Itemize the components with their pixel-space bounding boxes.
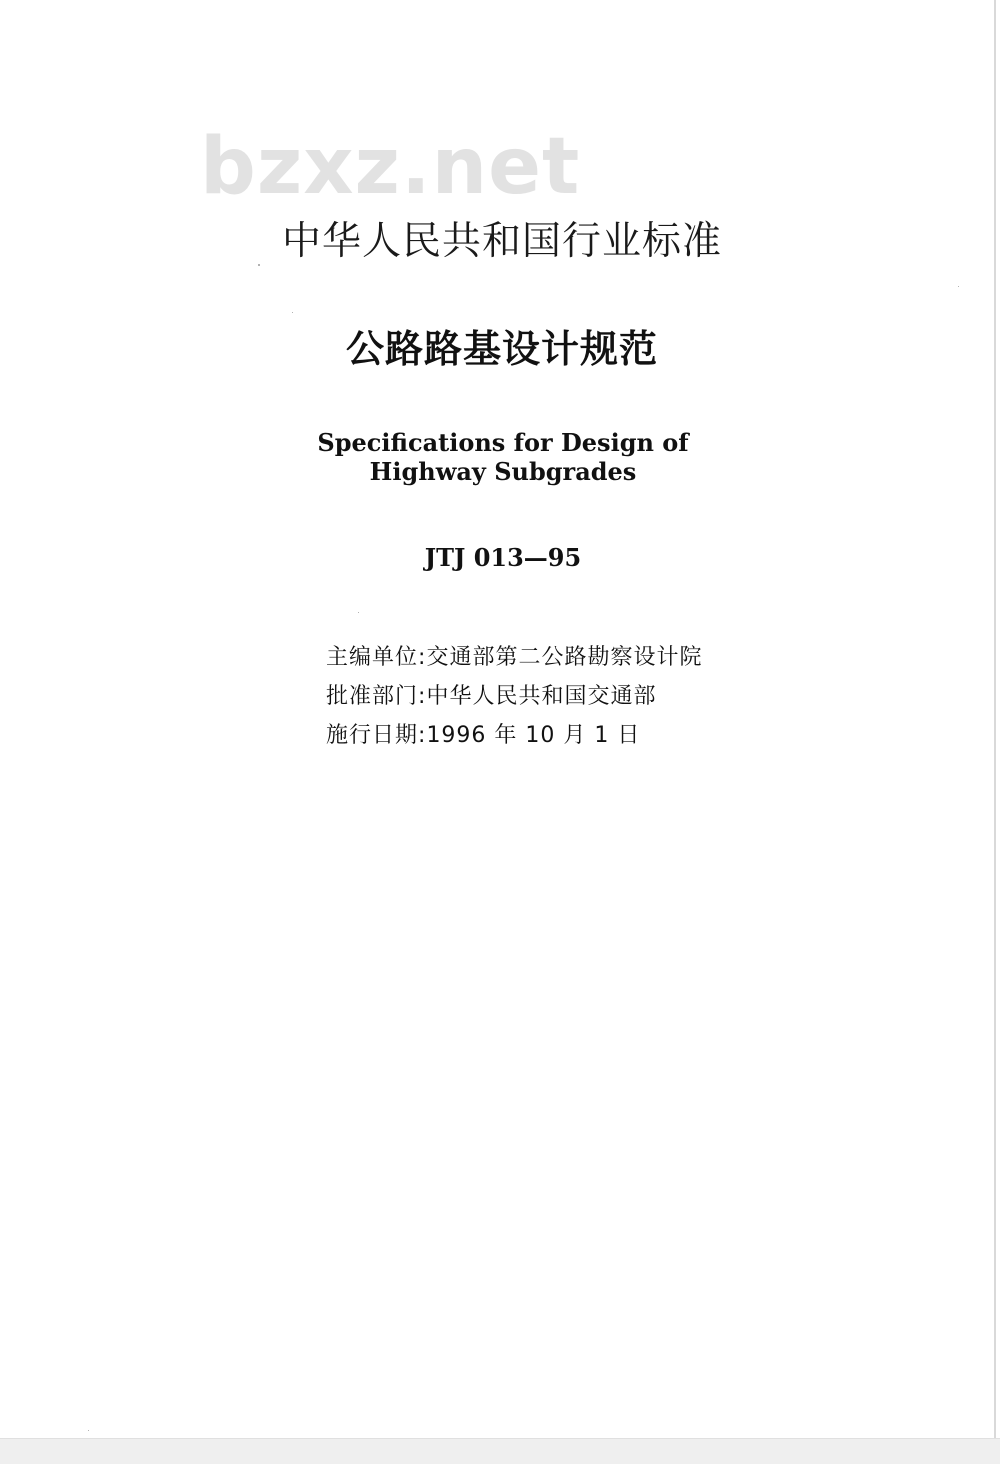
scan-speck: [358, 612, 359, 613]
metadata-row-approver: [326, 683, 886, 722]
scan-speck: [292, 312, 293, 313]
document-title-cn: 公路路基设计规范: [345, 327, 658, 371]
watermark-logo: bzxz.net: [200, 122, 581, 212]
document-title-en-line-2: Highway Subgrades: [369, 457, 637, 486]
scan-speck: [958, 286, 959, 287]
document-title-en: [0, 428, 1000, 486]
metadata-value: 中华人民共和国交通部: [426, 684, 657, 709]
metadata-row-editor: [326, 644, 886, 683]
metadata-value: 交通部第二公路勘察设计院: [426, 645, 703, 670]
metadata-block: [326, 644, 886, 761]
page-edge-right: [994, 0, 996, 1440]
metadata-label: 主编单位: [326, 645, 419, 670]
metadata-separator: :: [418, 645, 427, 670]
standard-code: JTJ 013—95: [424, 543, 582, 572]
document-title-en-line-1: Specifications for Design of: [317, 428, 689, 457]
metadata-value: 1996 年 10 月 1 日: [426, 723, 641, 748]
metadata-label: 施行日期: [326, 723, 419, 748]
standard-category-heading: 中华人民共和国行业标准: [281, 219, 722, 264]
scan-speck: [88, 1430, 89, 1431]
metadata-row-effective-date: [326, 722, 886, 761]
metadata-label: 批准部门: [326, 684, 419, 709]
metadata-separator: :: [418, 723, 427, 748]
page-edge-bottom: [0, 1438, 1000, 1464]
metadata-separator: :: [418, 684, 427, 709]
scan-speck: [258, 264, 260, 266]
